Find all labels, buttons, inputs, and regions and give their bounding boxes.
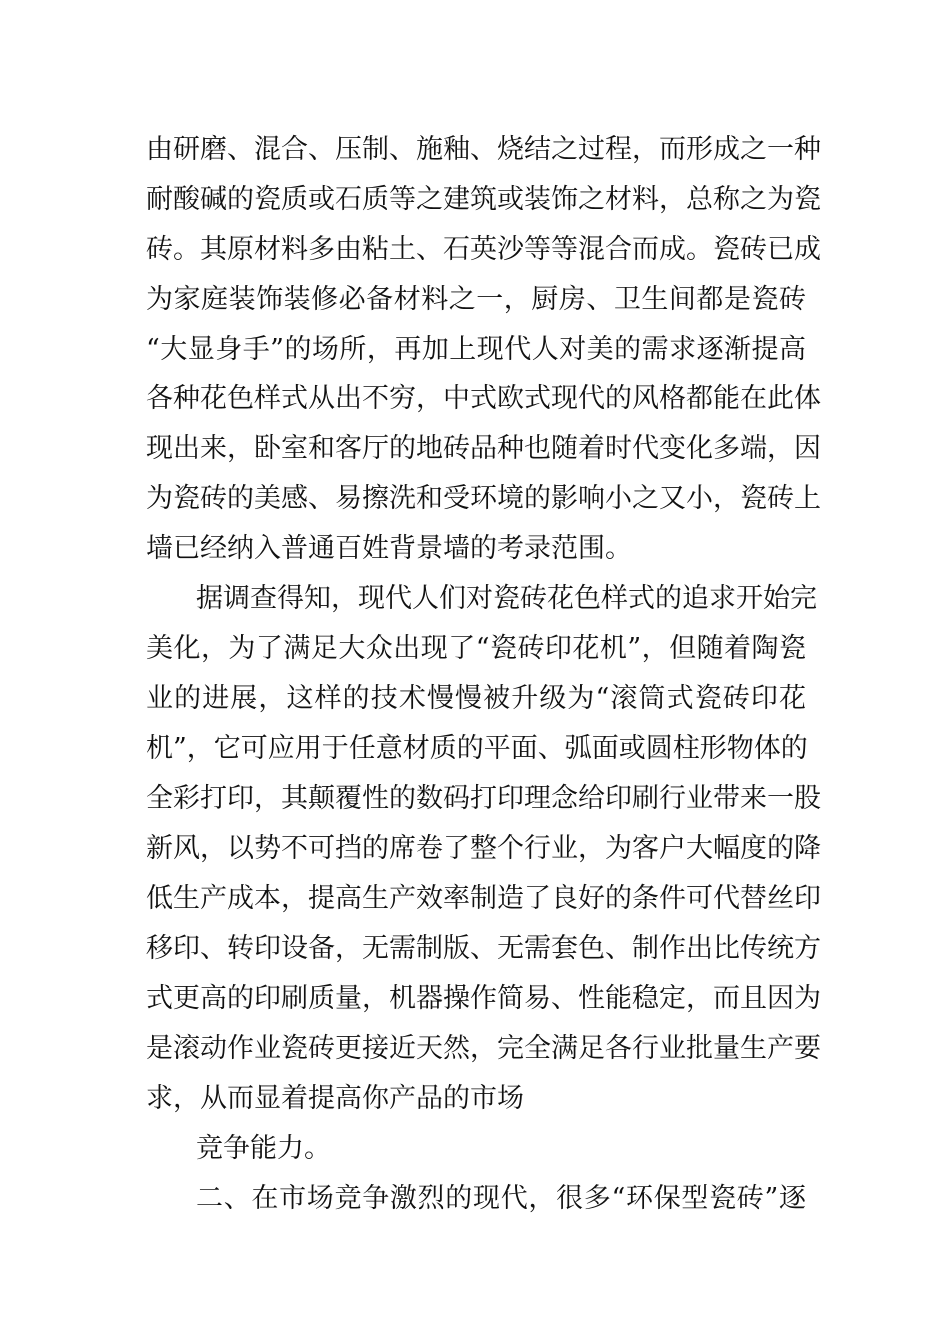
text-line: 机”，它可应用于任意材质的平面、弧面或圆柱形物体的 bbox=[146, 733, 808, 764]
text-line: 美化，为了满足大众出现了“瓷砖印花机”，但随着陶瓷 bbox=[146, 633, 806, 664]
text-line: 求，从而显着提高你产品的市场 bbox=[146, 1083, 524, 1114]
text-line: 移印、转印设备，无需制版、无需套色、制作出比传统方 bbox=[146, 933, 821, 964]
text-line: 业的进展，这样的技术慢慢被升级为“滚筒式瓷砖印花 bbox=[146, 683, 806, 714]
text-line: 各种花色样式从出不穷，中式欧式现代的风格都能在此体 bbox=[146, 383, 821, 414]
text-line: 全彩打印，其颠覆性的数码打印理念给印刷行业带来一股 bbox=[146, 783, 821, 814]
text-line: 砖。其原材料多由粘土、石英沙等等混合而成。瓷砖已成 bbox=[146, 234, 821, 265]
paragraph-section-two: 二、在市场竞争激烈的现代，很多“环保型瓷砖”逐 bbox=[196, 1183, 806, 1214]
text-line: “大显身手”的场所，再加上现代人对美的需求逐渐提高 bbox=[146, 334, 806, 365]
text-line: 现出来，卧室和客厅的地砖品种也随着时代变化多端，因 bbox=[146, 433, 821, 464]
text-line: 新风，以势不可挡的席卷了整个行业，为客户大幅度的降 bbox=[146, 833, 821, 864]
text-line: 低生产成本，提高生产效率制造了良好的条件可代替丝印 bbox=[146, 883, 821, 914]
text-line: 耐酸碱的瓷质或石质等之建筑或装饰之材料，总称之为瓷 bbox=[146, 184, 821, 215]
text-line: 是滚动作业瓷砖更接近天然，完全满足各行业批量生产要 bbox=[146, 1033, 821, 1064]
text-line: 由研磨、混合、压制、施釉、烧结之过程，而形成之一种 bbox=[146, 134, 821, 165]
text-line: 为瓷砖的美感、易擦洗和受环境的影响小之又小，瓷砖上 bbox=[146, 483, 821, 514]
paragraph-competitiveness: 竞争能力。 bbox=[196, 1133, 331, 1164]
text-line: 式更高的印刷质量，机器操作简易、性能稳定，而且因为 bbox=[146, 983, 821, 1014]
text-line: 墙已经纳入普通百姓背景墙的考录范围。 bbox=[146, 533, 632, 564]
text-line: 为家庭装饰装修必备材料之一，厨房、卫生间都是瓷砖 bbox=[146, 284, 806, 315]
text-line: 据调查得知，现代人们对瓷砖花色样式的追求开始完 bbox=[196, 583, 817, 614]
